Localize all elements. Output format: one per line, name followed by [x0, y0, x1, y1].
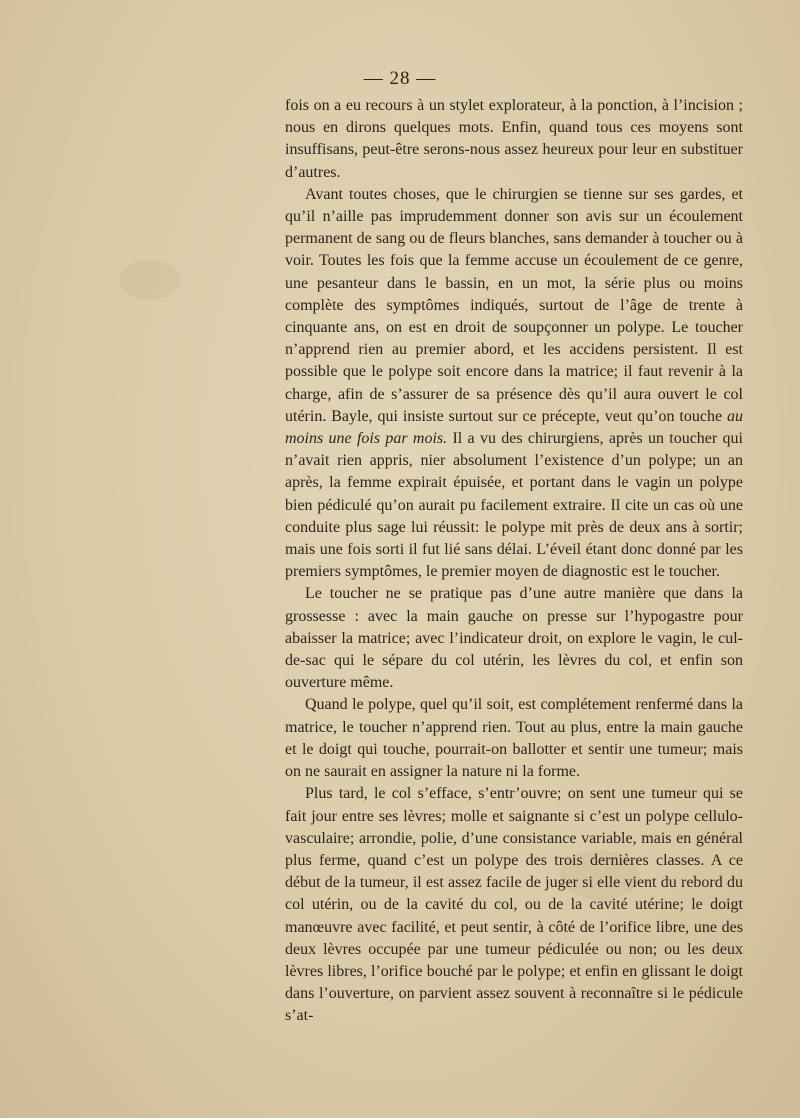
paragraph [285, 184, 743, 584]
body-text [285, 95, 743, 1028]
paragraph [285, 583, 743, 694]
paragraph [285, 694, 743, 783]
paper-stain [120, 260, 180, 300]
text-segment: Avant toutes choses, que le chirurgien se tienne sur ses gardes, et qu’il n’aille pas imprudemment donner son avis sur un écoulement permanent de sang ou de fleurs blanches, sans demander à toucher ou à voir. Toutes les fois que la femme accuse un écoulement de ce genre, une pesanteur dans le bassin, en un mot, la série plus ou moins complète des symptômes indiqués, surtout de l’âge de trente à cinquante ans, on est en droit de soupçonner un polype. Le toucher n’apprend rien au premier abord, et les accidens persistent. Il est possible que le polype soit encore dans la matrice; il faut revenir à la charge, afin de s’assurer de sa présence dès qu’il aura ouvert le col utérin. Bayle, qui insiste surtout sur ce précepte, veut qu’on touche [285, 185, 743, 425]
text-segment: Il a vu des chirurgiens, après un toucher qui n’avait rien appris, nier absolument l’existence d’un polype; un an après, la femme expirait épuisée, et portant dans le vagin un polype bien pédiculé qu’on aurait pu facilement extraire. Il cite un cas où une conduite plus sage lui réussit: le polype mit près de deux ans à sortir; mais une fois sorti il fut lié sans délai. L’éveil étant donc donné par les premiers symptômes, le premier moyen de diagnostic est le toucher. [285, 430, 743, 581]
paragraph [285, 95, 743, 184]
page-number: — 28 — [363, 68, 437, 89]
text-segment: Plus tard, le col s’efface, s’entr’ouvre; on sent une tumeur qui se fait jour entre ses lèvres; molle et saignante si c’est un polype cellulo-vasculaire; arrondie, polie, d’une consistance variable, mais en général plus ferme, quand c’est un polype des trois dernières classes. A ce début de la tumeur, il est assez facile de juger si elle vient du rebord du col utérin, ou de la cavité du col, ou de la cavité utérine; le doigt manœuvre avec facilité, et peut sentir, à côté de l’orifice libre, une des deux lèvres occupée par une tumeur pédiculée ou non; ou les deux lèvres libres, l’orifice bouché par le polype; et enfin en glissant le doigt dans l’ouverture, on parvient assez souvent à reconnaître si le pédicule s’at- [285, 785, 743, 1025]
text-segment: Quand le polype, quel qu’il soit, est complétement renfermé dans la matrice, le toucher n’apprend rien. Tout au plus, entre la main gauche et le doigt qui touche, pourrait-on ballotter et sentir une tumeur; mais on ne saurait en assigner la nature ni la forme. [285, 696, 743, 781]
italic-text: au moins une fois par mois. [285, 407, 743, 448]
text-segment: Le toucher ne se pratique pas d’une autre manière que dans la grossesse : avec la main gauche on presse sur l’hypogastre pour abaisser la matrice; avec l’indicateur droit, on explore le vagin, le cul-de-sac qui le sépare du col utérin, les lèvres du col, et enfin son ouverture même. [285, 585, 743, 692]
paragraph [285, 783, 743, 1027]
text-segment: fois on a eu recours à un stylet explorateur, à la ponction, à l’incision ; nous en dirons quelques mots. Enfin, quand tous ces moyens sont insuffisans, peut-être serons-nous assez heureux pour leur en substituer d’autres. [285, 97, 743, 181]
